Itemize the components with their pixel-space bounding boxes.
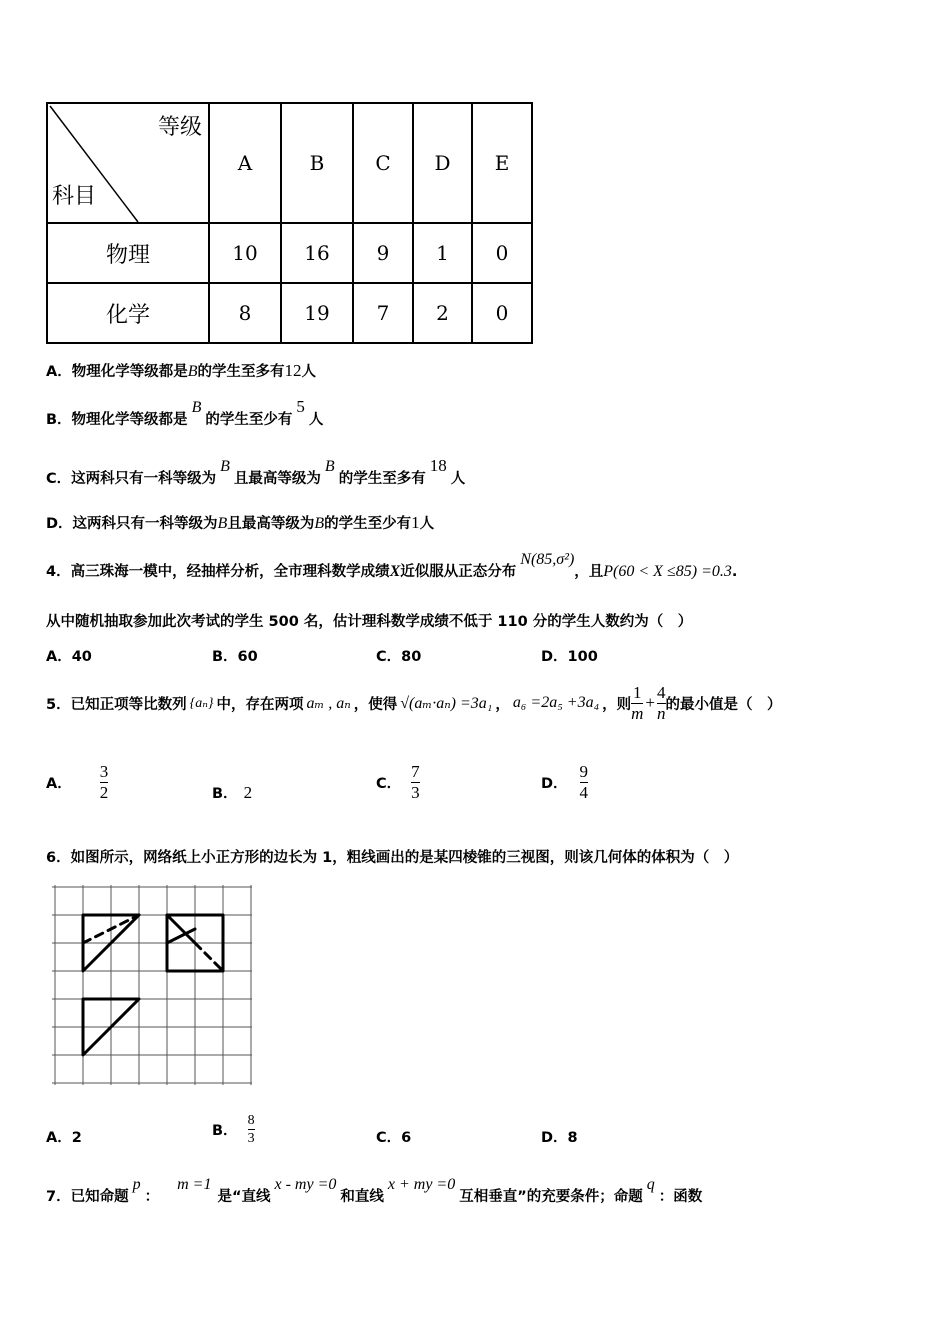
q4-option-c: C．80 [376,649,422,665]
q4-option-a: A．40 [46,649,92,665]
grade-header: A [209,103,281,223]
value-cell: 0 [472,223,532,283]
three-view-diagram [52,885,256,1085]
grade-header: C [353,103,413,223]
q6-option-a: A．2 [46,1130,82,1146]
value-cell: 0 [472,283,532,343]
grade-header: B [281,103,353,223]
value-cell: 8 [209,283,281,343]
q5-option-d: D． $\frac{9}{4}$ [541,762,589,802]
q3-option-b: B．物理化学等级都是B的学生至少有5人 [46,397,324,428]
value-cell: 19 [281,283,353,343]
grade-table [46,102,533,344]
q6-option-d: D．8 [541,1130,578,1146]
q3-option-d: D．这两科只有一科等级为B且最高等级为B的学生至少有1人 [46,513,435,532]
side-view-hidden-edge [195,943,223,971]
value-cell: 7 [353,283,413,343]
table-row [47,223,532,283]
q5-option-a: A． $\frac{3}{2}$ [46,762,109,802]
q3-option-c: C．这两科只有一科等级为B且最高等级为B的学生至多有18人 [46,456,466,487]
grade-header: E [472,103,532,223]
q4-option-b: B．60 [212,649,258,665]
value-cell: 2 [413,283,472,343]
subject-cell: 化学 [47,283,209,343]
q7-stem: 7．已知命题p：m =1是“直线x - my =0和直线x + my =0互相垂直”的充要条件；命题q：函数 [46,1176,703,1205]
value-cell: 16 [281,223,353,283]
q5-stem: 5．已知正项等比数列 {aₙ} 中，存在两项 aₘ , aₙ ，使得 √(aₘ·aₙ) =3a₁ ， a₆ =2a₅ +3a₄ ，则 $\frac{1}{m}$ + $\frac{4}{n}$ 的最小值是（ ） [46,682,782,723]
value-cell: 1 [413,223,472,283]
value-cell: 10 [209,223,281,283]
q4-option-d: D．100 [541,649,598,665]
side-view-diag [167,915,195,943]
q6-stem: 6．如图所示，网络纸上小正方形的边长为 1，粗线画出的是某四棱锥的三视图，则该几何体的体积为（ ） [46,850,739,866]
q4-stem-line1: 4．高三珠海一模中，经抽样分析，全市理科数学成绩X近似服从正态分布N(85,σ²)，且P(60 < X ≤85) =0.3. [46,551,738,580]
table-row [47,283,532,343]
corner-grade-label: 等级 [157,115,202,140]
fraction-1-over-m: $\frac{1}{m}$ [631,682,644,723]
q3-option-a: A．物理化学等级都是B的学生至多有12人 [46,361,317,380]
q5-option-c: C． $\frac{7}{3}$ [376,762,420,802]
corner-subject-label: 科目 [52,184,97,209]
q6-option-b: B． $\frac{8}{3}$ [212,1113,255,1146]
q5-option-b: B． 2 [212,782,253,802]
grade-header: D [413,103,472,223]
table-corner-cell [47,103,209,223]
fraction-4-over-n: $\frac{4}{n}$ [657,682,666,723]
q6-option-c: C．6 [376,1130,412,1146]
q4-stem-line2: 从中随机抽取参加此次考试的学生 500 名，估计理科数学成绩不低于 110 分的学生人数约为（ ） [46,614,693,630]
subject-cell: 物理 [47,223,209,283]
value-cell: 9 [353,223,413,283]
